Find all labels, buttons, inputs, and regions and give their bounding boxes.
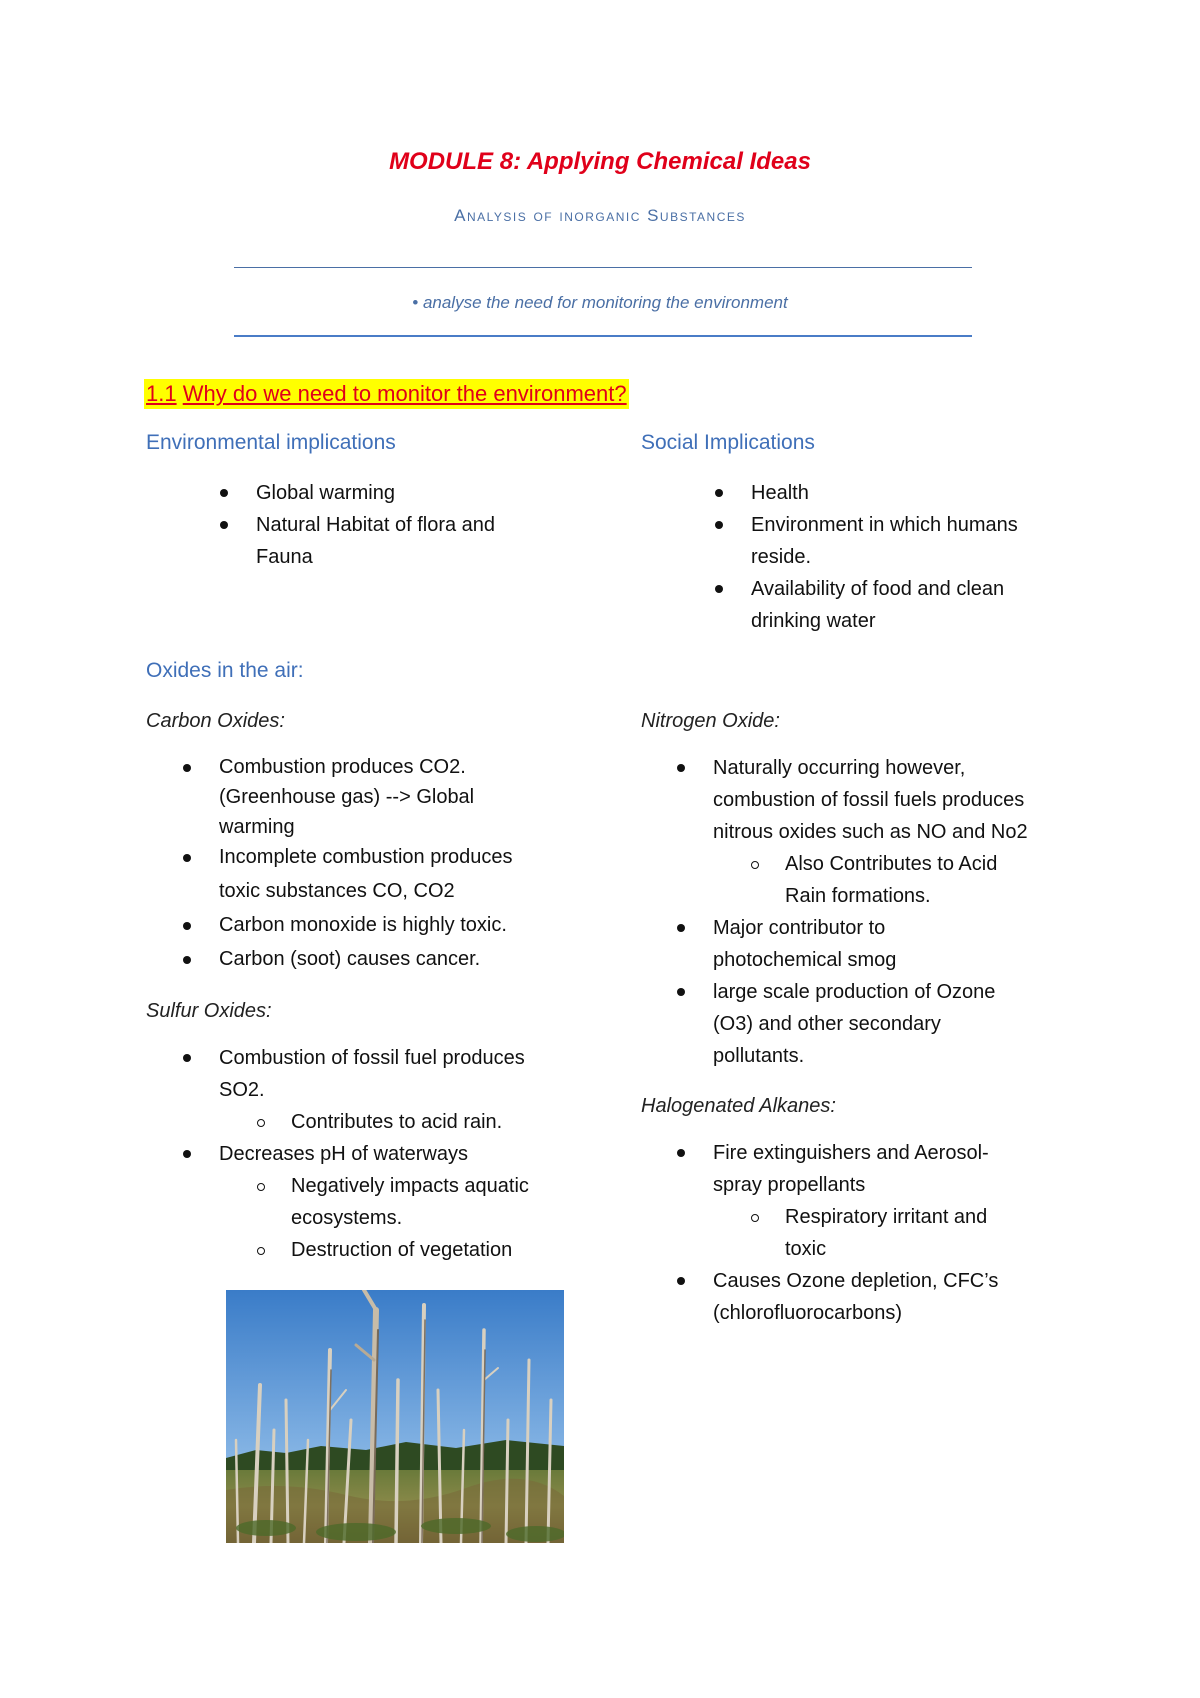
list-item: Combustion of fossil fuel produces: [219, 1042, 579, 1074]
list-item: Naturally occurring however,: [713, 752, 1093, 784]
list-item: Carbon monoxide is highly toxic.: [219, 910, 579, 940]
list-subitem: Respiratory irritant and: [713, 1201, 1093, 1233]
environmental-heading: Environmental implications: [146, 431, 396, 454]
halogenated-alkanes-list: [713, 1137, 1093, 1329]
dead-forest-photo: [226, 1290, 564, 1543]
sulfur-oxides-heading: Sulfur Oxides:: [146, 1000, 272, 1022]
list-item-continuation: Rain formations.: [785, 885, 931, 907]
oxides-heading: Oxides in the air:: [146, 659, 304, 682]
document-subtitle: Analysis of inorganic Substances: [454, 206, 746, 225]
list-item: Natural Habitat of flora and: [256, 509, 576, 541]
halogenated-alkanes-heading: Halogenated Alkanes:: [641, 1095, 836, 1117]
section-heading: [144, 379, 629, 409]
list-item-continuation: toxic substances CO, CO2: [219, 880, 455, 902]
list-item-continuation: SO2.: [219, 1079, 265, 1101]
list-item: Fire extinguishers and Aerosol-: [713, 1137, 1093, 1169]
section-question: Why do we need to monitor the environment?: [182, 381, 627, 406]
list-item-continuation: (O3) and other secondary: [713, 1013, 941, 1035]
carbon-oxides-list: [219, 752, 579, 974]
social-list: [751, 477, 1091, 637]
list-item-continuation: Fauna: [256, 546, 313, 568]
list-item-continuation: reside.: [751, 546, 812, 568]
list-item: Combustion produces CO2.: [219, 752, 579, 782]
list-item-continuation: combustion of fossil fuels produces: [713, 789, 1025, 811]
nitrogen-oxide-heading: Nitrogen Oxide:: [641, 710, 780, 732]
list-subitem: Negatively impacts aquatic: [219, 1170, 579, 1202]
social-heading: Social Implications: [641, 431, 815, 454]
list-item: Decreases pH of waterways: [219, 1138, 579, 1170]
list-item: Global warming: [256, 477, 576, 509]
list-item-continuation: spray propellants: [713, 1174, 866, 1196]
nitrogen-oxide-list: [713, 752, 1093, 1072]
list-item: large scale production of Ozone: [713, 976, 1093, 1008]
list-subitem: Destruction of vegetation: [219, 1234, 579, 1266]
syllabus-outcome: • analyse the need for monitoring the environment: [412, 293, 788, 312]
list-item: Environment in which humans: [751, 509, 1091, 541]
list-item-continuation: pollutants.: [713, 1045, 805, 1067]
list-item: Carbon (soot) causes cancer.: [219, 944, 579, 974]
list-item: Incomplete combustion produces: [219, 842, 579, 872]
document-title: MODULE 8: Applying Chemical Ideas: [389, 148, 811, 175]
list-subitem: Also Contributes to Acid: [713, 848, 1093, 880]
list-subitem: Contributes to acid rain.: [219, 1106, 579, 1138]
list-item-continuation: nitrous oxides such as NO and No2: [713, 821, 1028, 843]
list-item-continuation: (Greenhouse gas) --> Global: [219, 786, 475, 808]
list-item: Availability of food and clean: [751, 573, 1091, 605]
divider-bottom: [234, 335, 972, 337]
list-item: Causes Ozone depletion, CFC’s: [713, 1265, 1093, 1297]
carbon-oxides-heading: Carbon Oxides:: [146, 710, 285, 732]
list-item-continuation: ecosystems.: [291, 1207, 403, 1229]
section-number: 1.1: [146, 381, 177, 406]
list-item: Major contributor to: [713, 912, 1093, 944]
list-item-continuation: drinking water: [751, 610, 876, 632]
divider-top: [234, 267, 972, 268]
list-item: Health: [751, 477, 1091, 509]
environmental-list: [256, 477, 576, 573]
list-item-continuation: photochemical smog: [713, 949, 897, 971]
list-item-continuation: toxic: [785, 1238, 827, 1260]
sulfur-oxides-list: [219, 1042, 579, 1266]
list-item-continuation: warming: [219, 816, 295, 838]
list-item-continuation: (chlorofluorocarbons): [713, 1302, 902, 1324]
